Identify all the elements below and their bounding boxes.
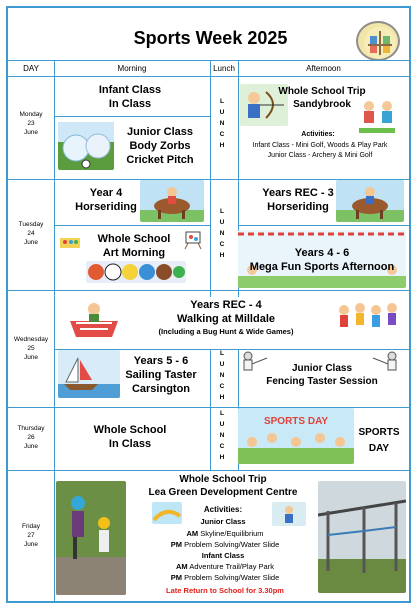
page-title: Sports Week 2025 (133, 28, 288, 48)
grid-line (54, 225, 210, 226)
grid-line (8, 60, 409, 61)
tuesday-afternoon-year46: Years 4 - 6 Mega Fun Sports Afternoon (249, 247, 395, 273)
horseriding-cartoon-afternoon (336, 180, 404, 222)
grid-line (238, 225, 409, 226)
friday-photo-skyline (318, 481, 406, 593)
friday-late-return: Late Return to School for 3.30pm (166, 586, 284, 595)
friday-trip-title: Whole School Trip Lea Green Development Centre (148, 474, 298, 498)
wednesday-full-note: (Including a Bug Hunt & Wide Games) (158, 327, 294, 336)
friday-junior-label: Junior Class (200, 517, 246, 526)
friday-infant-label: Infant Class (201, 551, 245, 560)
fencer-right-icon (372, 350, 402, 378)
monday-activities-infant: Infant Class - Mini Golf, Woods & Play Park (252, 142, 388, 149)
header-morning: Morning (117, 64, 147, 73)
art-easel-icon (182, 230, 204, 250)
art-paints-icon (58, 232, 82, 252)
grid-line (54, 116, 210, 117)
header-afternoon: Afternoon (306, 64, 341, 73)
wednesday-afternoon-fencing: Junior Class Fencing Taster Session (266, 363, 378, 387)
thursday-morning: Whole School In Class (93, 424, 167, 450)
friday-infant-am: AM Adventure Trail/Play Park (176, 562, 274, 571)
header-lunch: Lunch (213, 64, 235, 73)
day-friday: Friday 27 June (21, 523, 41, 548)
friday-photo-children (56, 481, 126, 595)
grid-line (210, 60, 211, 297)
sports-day-banner-text: SPORTS DAY (263, 416, 329, 427)
grid-line (8, 470, 409, 471)
sports-day-banner-image (238, 408, 354, 464)
grid-line (54, 60, 55, 603)
lunch-column-monday: L U N C H (219, 98, 225, 149)
tuesday-afternoon-rec3: Years REC - 3 Horseriding (262, 187, 334, 213)
tuesday-morning-year4: Year 4 Horseriding (75, 187, 137, 213)
day-monday: Monday 23 June (19, 111, 43, 136)
monday-activities-title: Activities: (301, 131, 335, 138)
tuesday-morning-art: Whole School Art Morning (97, 233, 171, 259)
thursday-afternoon-sports-day: SPORTS DAY (358, 427, 400, 454)
sailing-cartoon (58, 350, 120, 398)
day-thursday: Thursday 26 June (17, 425, 45, 450)
friday-infant-pm: PM Problem Solving/Water Slide (170, 573, 280, 582)
picnic-cartoon (66, 297, 122, 339)
grid-line (8, 290, 409, 291)
school-logo (356, 21, 400, 61)
wednesday-full-walk: Years REC - 4 Walking at Milldale (177, 299, 275, 325)
day-wednesday: Wednesday 25 June (13, 336, 49, 361)
grid-line (8, 76, 409, 77)
day-tuesday: Tuesday 24 June (18, 221, 44, 246)
children-walking-cartoon (334, 298, 404, 340)
friday-activities-title: Activities: (203, 505, 243, 514)
horseriding-cartoon (140, 180, 204, 222)
monday-morning-infant: Infant Class In Class (98, 84, 162, 110)
monday-activities-junior: Junior Class - Archery & Mini Golf (267, 152, 373, 159)
grid-line (210, 349, 211, 470)
wednesday-morning-sailing: Years 5 - 6 Sailing Taster Carsington (125, 355, 197, 395)
lunch-column-wednesday: L U N C H (219, 350, 225, 401)
monday-afternoon-trip: Whole School Trip Sandybrook (278, 86, 366, 110)
header-day: DAY (23, 64, 39, 73)
friday-junior-am: AM Skyline/Equilibrium (186, 529, 264, 538)
monday-morning-junior: Junior Class Body Zorbs Cricket Pitch (126, 126, 194, 166)
lunch-column-thursday: L U N C H (219, 410, 225, 461)
sports-equipment-strip (86, 261, 186, 283)
friday-junior-pm: PM Problem Solving/Water Slide (170, 540, 280, 549)
body-zorb-photo (58, 122, 114, 170)
lunch-column-tuesday: L U N C H (219, 208, 225, 259)
